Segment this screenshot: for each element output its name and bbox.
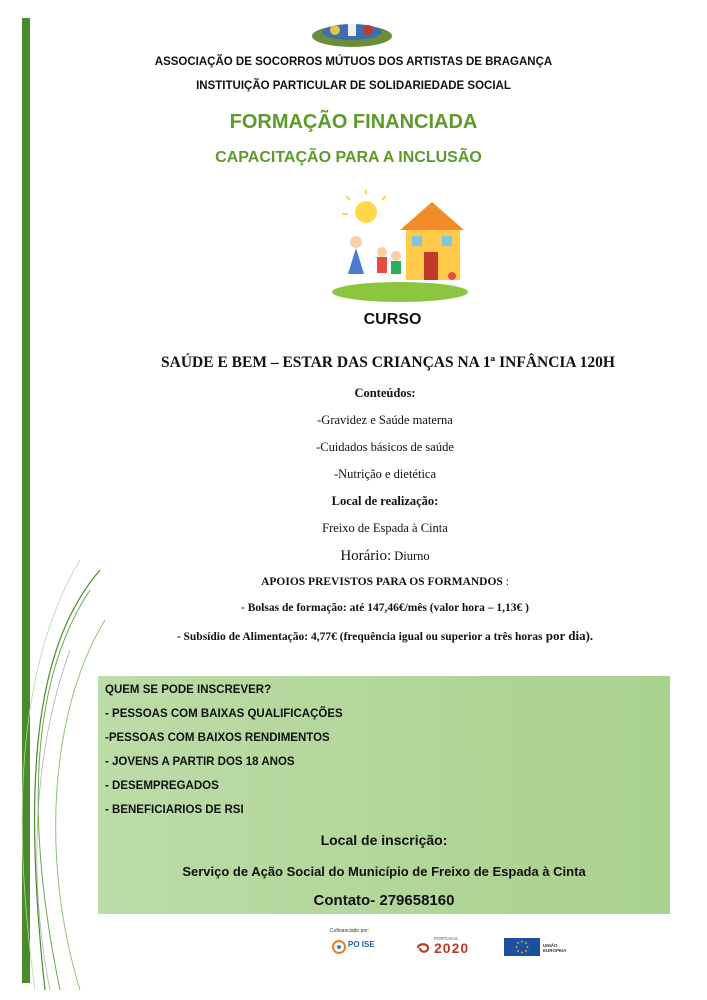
cofinanced-label: Cofinanciado por: [330, 928, 370, 934]
support-meal [0, 628, 707, 644]
portugal-2020-logo [416, 936, 490, 958]
support-heading-colon: : [502, 576, 509, 588]
support-meal-tail: por dia). [542, 628, 594, 643]
eligibility-item: - BENEFICIARIOS DE RSI [105, 804, 244, 816]
org-type: INSTITUIÇÃO PARTICULAR DE SOLIDARIEDADE SOCIAL [196, 80, 511, 92]
support-heading: APOIOS PREVISTOS PARA OS FORMANDOS [261, 576, 503, 588]
portugal-swirl-icon [416, 941, 430, 955]
schedule [0, 548, 707, 565]
poise-logo [332, 938, 380, 956]
contact-phone: Contato- 279658160 [313, 892, 455, 909]
poise-icon [332, 940, 346, 954]
eu-flag-icon [504, 938, 540, 956]
portugal-2020-text: 2020 [434, 940, 470, 956]
decorative-curves [0, 560, 110, 1000]
schedule-value: Diurno [394, 549, 430, 563]
org-name: ASSOCIAÇÃO DE SOCORROS MÚTUOS DOS ARTISTAS DE BRAGANÇA [154, 56, 553, 68]
location-heading: Local de realização: [331, 494, 439, 508]
location-value: Freixo de Espada à Cinta [322, 521, 448, 535]
eligibility-item: -PESSOAS COM BAIXOS RENDIMENTOS [105, 732, 330, 744]
family-house-illustration [328, 190, 470, 302]
page-subtitle: CAPACITAÇÃO PARA A INCLUSÃO [215, 149, 482, 166]
page-title: FORMAÇÃO FINANCIADA [229, 111, 478, 133]
eu-text: UNIÃO EUROPEIA [543, 943, 567, 953]
registration-place-heading: Local de inscrição: [320, 832, 448, 848]
content-item: -Cuidados básicos de saúde [316, 440, 454, 454]
course-name: SAÚDE E BEM – ESTAR DAS CRIANÇAS NA 1ª INFÂNCIA 120H [161, 354, 615, 371]
content-item: -Nutrição e dietética [333, 467, 437, 481]
course-label: CURSO [363, 311, 422, 328]
association-logo [310, 18, 394, 48]
support-meal-text: - Subsídio de Alimentação: 4,77€ (frequência igual ou superior a três horas [176, 631, 543, 643]
registration-question: QUEM SE PODE INSCREVER? [105, 684, 272, 696]
support-grant: - Bolsas de formação: até 147,46€/mês (valor hora – 1,13€ ) [241, 602, 529, 614]
eligibility-item: - JOVENS A PARTIR DOS 18 ANOS [105, 756, 295, 768]
content-item: -Gravidez e Saúde materna [317, 413, 453, 427]
schedule-label: Horário: [340, 548, 392, 564]
funding-logos [330, 928, 570, 960]
poise-text: PO ISE [348, 940, 375, 949]
contents-heading: Conteúdos: [354, 386, 416, 400]
registration-box [98, 676, 670, 914]
eu-logo [504, 938, 570, 956]
portugal-text: PORTUGAL [434, 936, 459, 941]
eligibility-item: - DESEMPREGADOS [105, 780, 219, 792]
eligibility-item: - PESSOAS COM BAIXAS QUALIFICAÇÕES [105, 708, 343, 720]
support-heading-line [0, 576, 707, 588]
registration-place: Serviço de Ação Social do Município de Freixo de Espada à Cinta [182, 864, 586, 879]
